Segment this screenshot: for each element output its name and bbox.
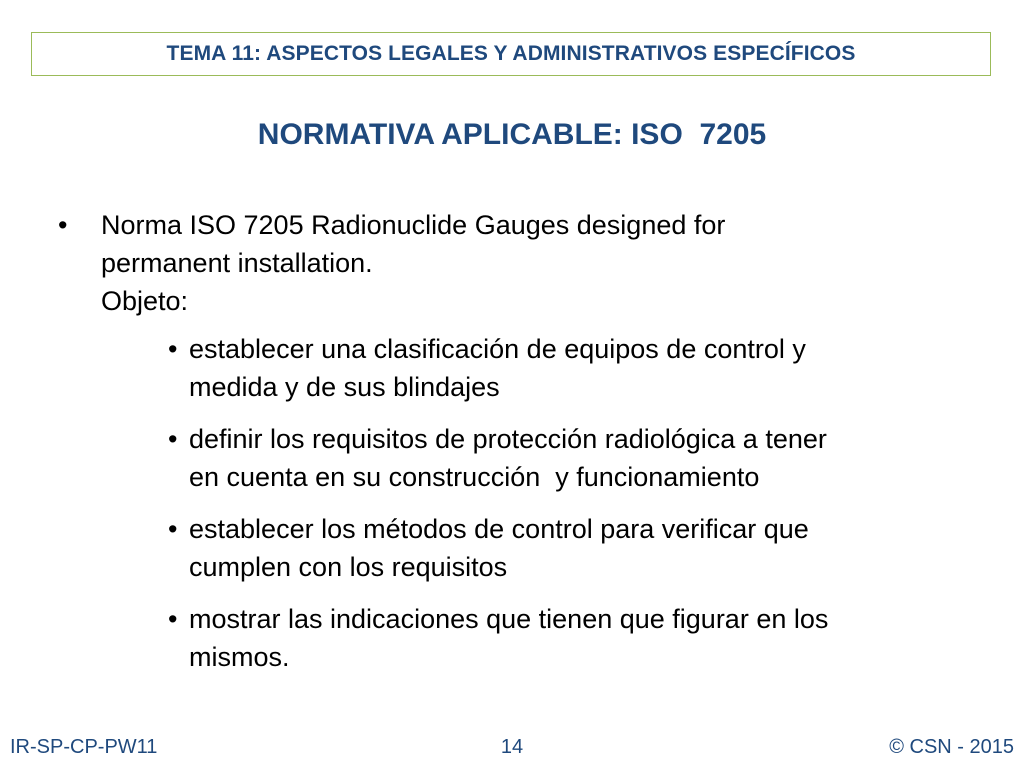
header-title: TEMA 11: ASPECTOS LEGALES Y ADMINISTRATIVOS ESPECÍFICOS <box>166 42 856 65</box>
main-bullet-text <box>101 206 978 320</box>
bullet-marker: • <box>168 424 178 454</box>
main-bullet-line: permanent installation. <box>101 248 373 278</box>
sub-bullet-text <box>189 510 978 586</box>
sub-bullet-line: mismos. <box>189 642 290 672</box>
sub-bullet <box>58 420 978 496</box>
sub-bullet <box>58 600 978 676</box>
sub-bullet-text <box>189 330 978 406</box>
header-box <box>31 32 991 76</box>
sub-bullet <box>58 510 978 586</box>
bullet-marker: • <box>168 334 178 364</box>
main-bullet <box>58 206 978 320</box>
sub-bullet-line: cumplen con los requisitos <box>189 552 508 582</box>
bullet-marker: • <box>58 210 68 240</box>
sub-bullet-text <box>189 420 978 496</box>
sub-bullet-line: medida y de sus blindajes <box>189 372 500 402</box>
sub-bullet-text <box>189 600 978 676</box>
footer-copyright: © CSN - 2015 <box>889 736 1014 758</box>
main-bullet-line: Objeto: <box>101 286 189 316</box>
sub-bullet-line: mostrar las indicaciones que tienen que figurar en los <box>189 604 829 634</box>
sub-bullet-line: establecer los métodos de control para verificar que <box>189 514 809 544</box>
bullet-marker: • <box>168 604 178 634</box>
footer-code: IR-SP-CP-PW11 <box>10 736 158 758</box>
sub-bullet-line: en cuenta en su construcción y funcionamiento <box>189 462 760 492</box>
bullet-marker: • <box>168 514 178 544</box>
sub-bullet-line: definir los requisitos de protección radiológica a tener <box>189 424 827 454</box>
slide-content <box>58 206 978 690</box>
main-bullet-line: Norma ISO 7205 Radionuclide Gauges designed for <box>101 210 726 240</box>
sub-bullet <box>58 330 978 406</box>
sub-bullet-list <box>58 330 978 676</box>
slide-title: NORMATIVA APLICABLE: ISO 7205 <box>257 118 767 151</box>
page-number: 14 <box>500 736 524 758</box>
sub-bullet-line: establecer una clasificación de equipos de control y <box>189 334 806 364</box>
